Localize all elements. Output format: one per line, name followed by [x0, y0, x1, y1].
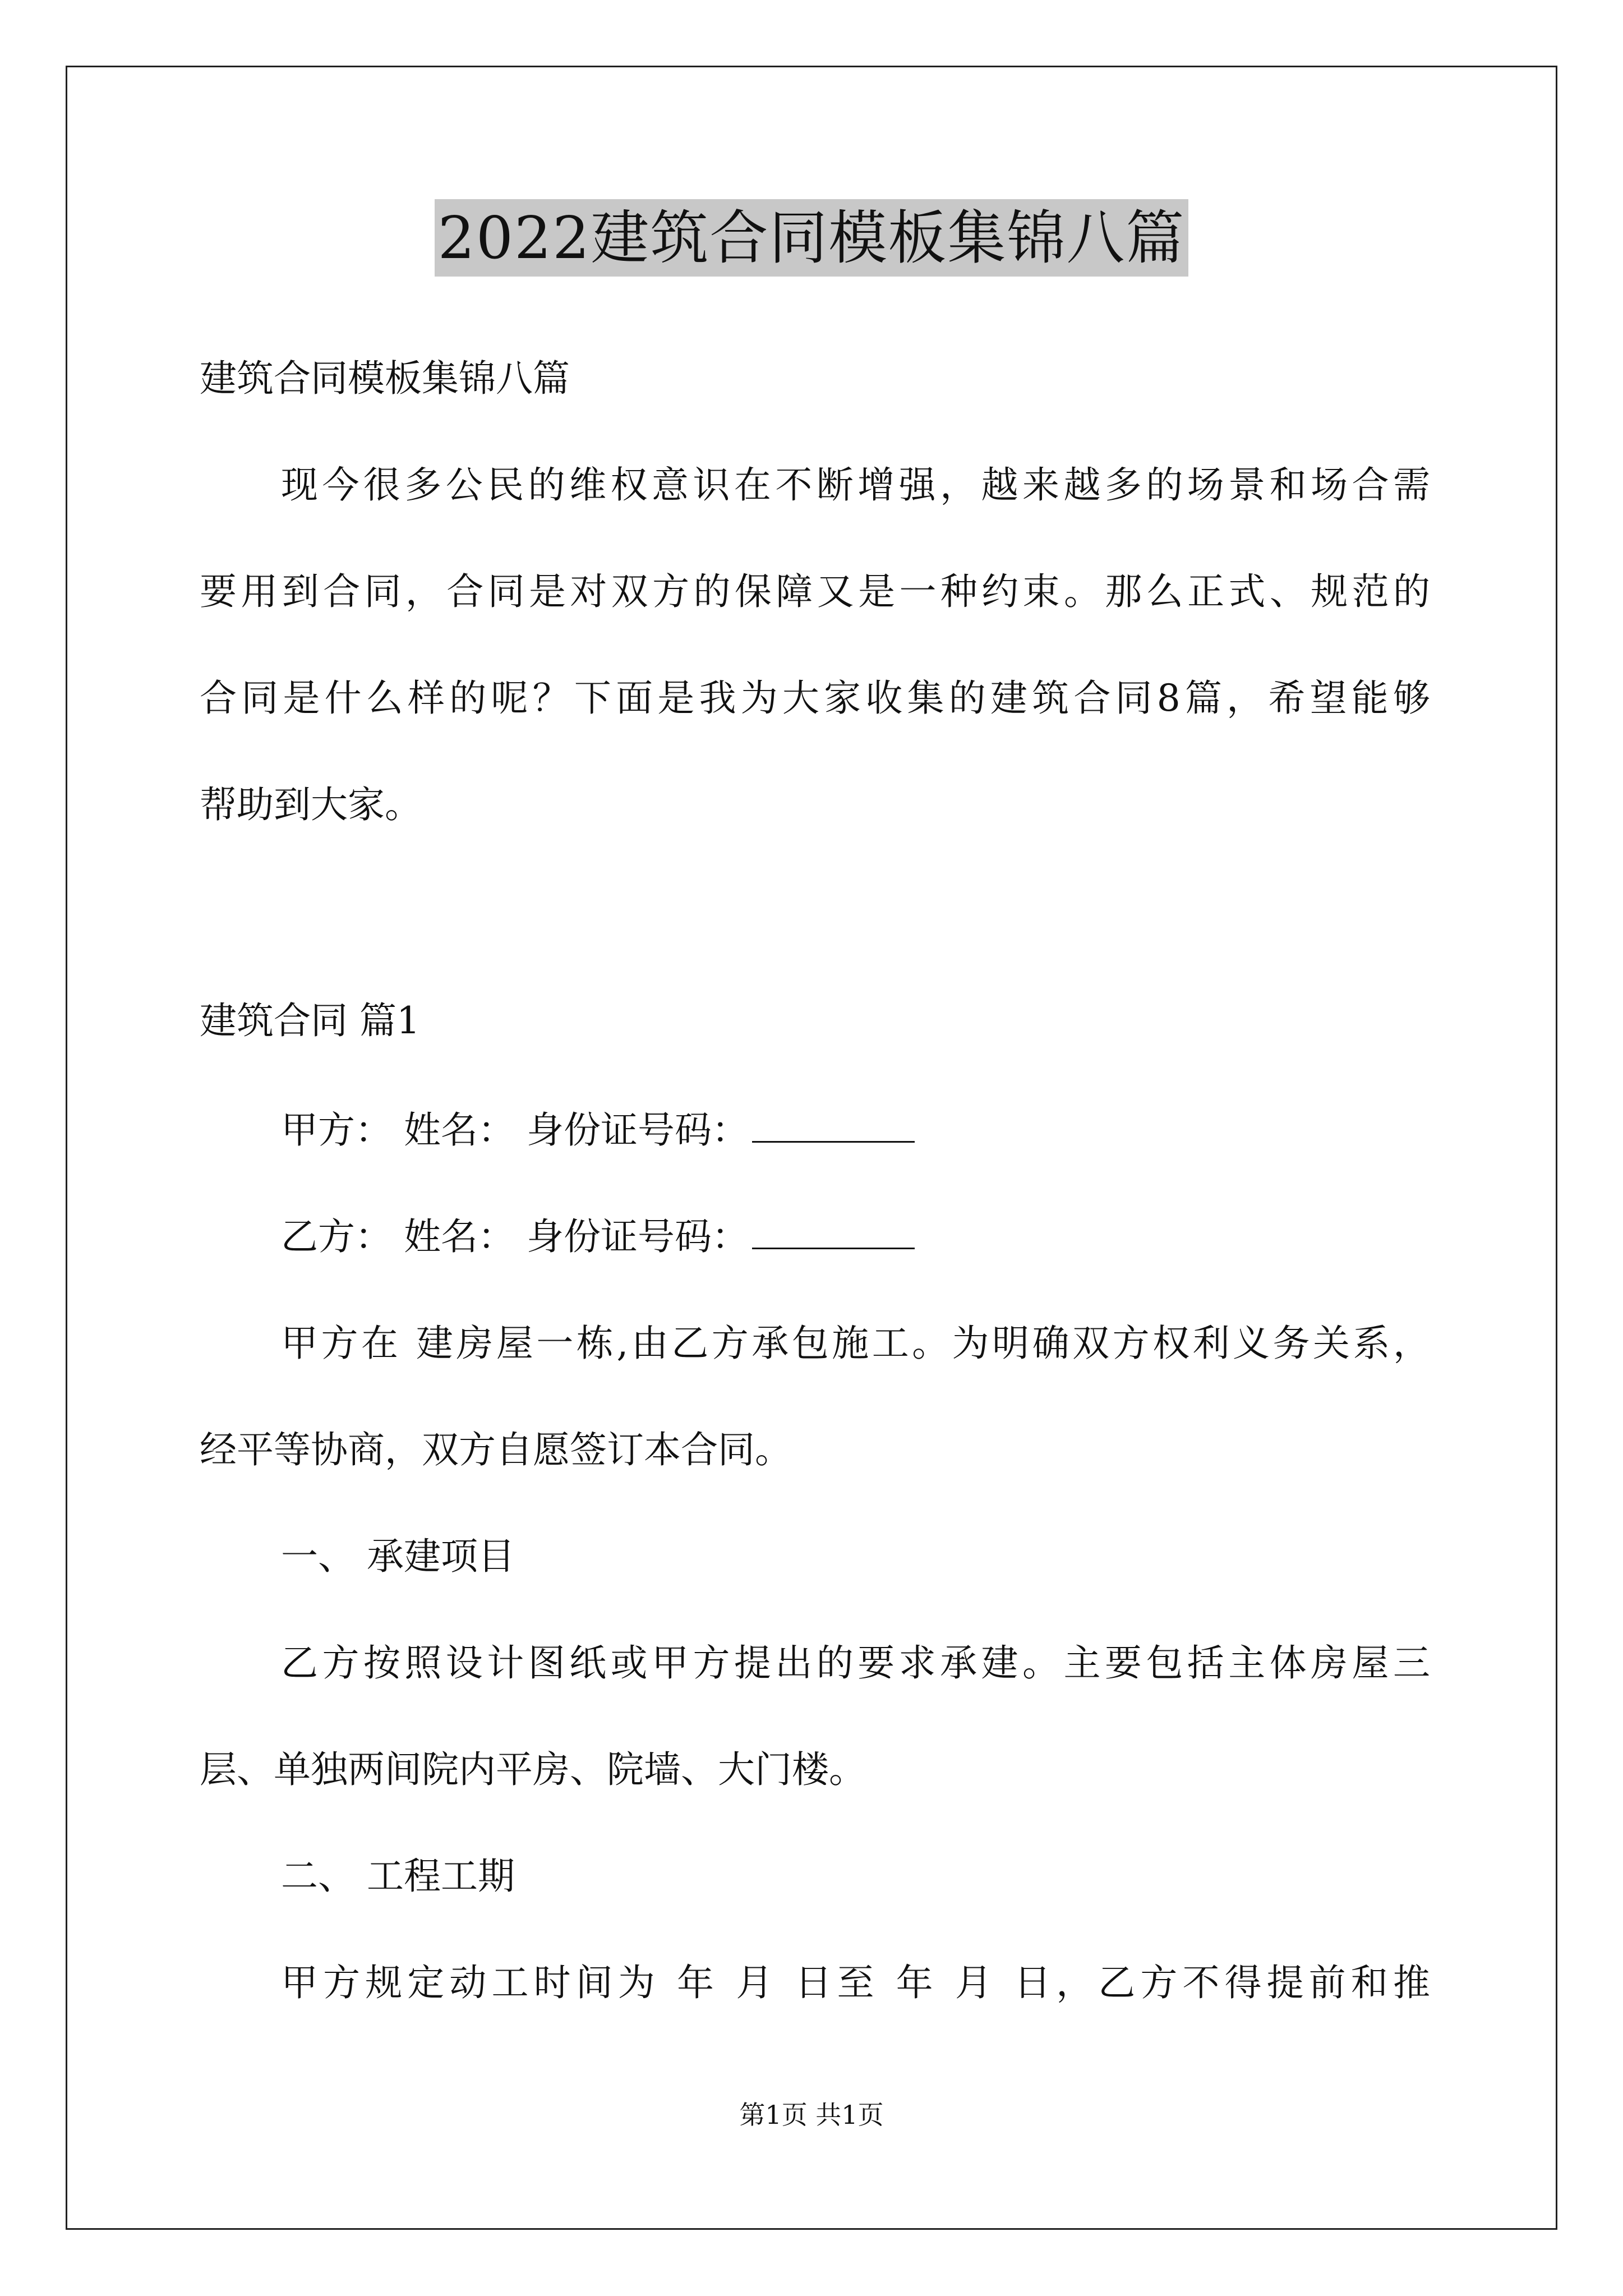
clause-1-heading: 一、 承建项目 [281, 1535, 515, 1578]
page-footer: 第1页 共1页 [739, 2100, 884, 2130]
party-b-line [281, 1212, 915, 1262]
clause-2-heading: 二、 工程工期 [281, 1855, 515, 1898]
agreement-line-2: 经平等协商，双方自愿签订本合同。 [200, 1428, 792, 1471]
intro-line-4: 帮助到大家。 [200, 783, 422, 826]
clause-1-line-2: 层、单独两间院内平房、院墙、大门楼。 [200, 1748, 866, 1791]
intro-line-2: 要用到合同，合同是对双方的保障又是一种约束。那么正式、规范的 [200, 570, 1430, 613]
clause-2-line-1: 甲方规定动工时间为 年 月 日至 年 月 日，乙方不得提前和推 [281, 1961, 1430, 2004]
document-title-wrap [0, 199, 1623, 277]
intro-line-1: 现今很多公民的维权意识在不断增强，越来越多的场景和场合需 [281, 463, 1430, 507]
document-title: 2022建筑合同模板集锦八篇 [435, 199, 1189, 277]
party-a-line [281, 1105, 915, 1156]
party-b-id-blank [752, 1215, 915, 1249]
section-heading: 建筑合同 篇1 [200, 999, 420, 1042]
document-subtitle: 建筑合同模板集锦八篇 [200, 357, 570, 400]
party-b-label: 乙方： 姓名： 身份证号码： [281, 1215, 749, 1258]
clause-1-line-1: 乙方按照设计图纸或甲方提出的要求承建。主要包括主体房屋三 [281, 1641, 1430, 1685]
party-a-id-blank [752, 1108, 915, 1143]
intro-line-3: 合同是什么样的呢？下面是我为大家收集的建筑合同8篇，希望能够 [200, 677, 1430, 720]
party-a-label: 甲方： 姓名： 身份证号码： [281, 1108, 749, 1152]
agreement-line-1: 甲方在 建房屋一栋,由乙方承包施工。为明确双方权利义务关系， [281, 1322, 1430, 1365]
